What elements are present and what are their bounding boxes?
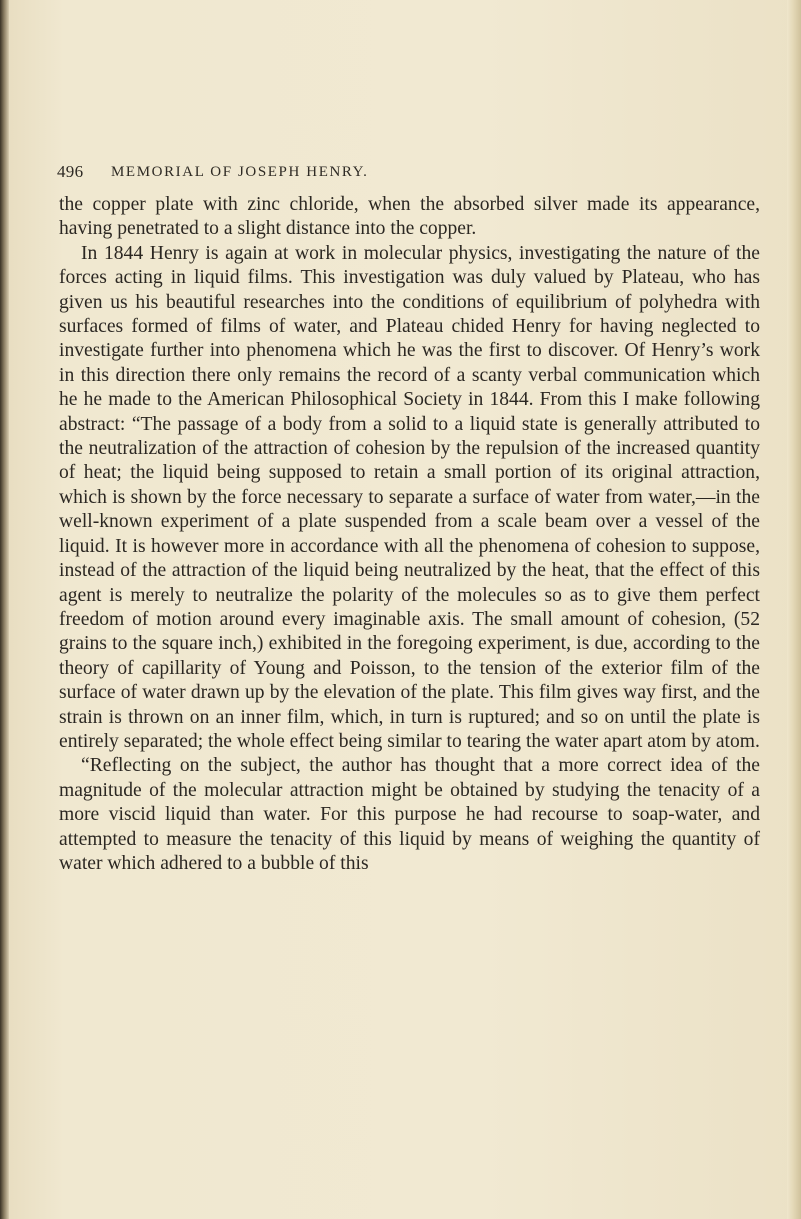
page-number: 496 [57, 162, 84, 181]
running-head: MEMORIAL OF JOSEPH HENRY. [111, 164, 369, 180]
paragraph-continuation: the copper plate with zinc chloride, when the absorbed silver made its appearance, having penetrated to a slight distance into the copper. [59, 194, 760, 240]
paragraph-liquid-films: In 1844 Henry is again at work in molecular physics, investigating the nature of the forces acting in liquid films. This investigation was duly valued by Plateau, who has given us his beautiful researches into the conditions of equilibrium of polyhedra with surfaces formed of films of water, and Plateau chided Henry for having neglected to investigate further into phenomena which he was the first to discover. Of Henry’s work in this direction there only remains the record of a scanty verbal communication which he he made to the American Philosophical Society in 1844. From this I make following abstract: “The passage of a body from a solid to a liquid state is generally attributed to the neutralization of the attraction of cohesion by the repulsion of the increased quantity of heat; the liquid being supposed to retain a small portion of its original attraction, which is shown by the force necessary to separate a surface of water from water,—in the well-known experiment of a plate suspended from a scale beam over a vessel of the liquid. It is however more in accordance with all the phenomena of cohesion to suppose, instead of the attraction of the liquid being neutralized by the heat, that the effect of this agent is merely to neutralize the polarity of the molecules so as to give them perfect freedom of motion around every imaginable axis. The small amount of cohesion, (52 grains to the square inch,) exhibited in the foregoing experiment, is due, according to the theory of capillarity of Young and Poisson, to the tension of the exterior film of the surface of water drawn up by the elevation of the plate. This film gives way first, and the strain is thrown on an inner film, which, in turn is ruptured; and so on until the plate is entirely separated; the whole effect being similar to tearing the water apart atom by atom. [59, 242, 760, 752]
book-spine-shadow [0, 0, 9, 1219]
page-edge [787, 0, 801, 1219]
paragraph-reflecting: “Reflecting on the subject, the author has thought that a more correct idea of the magnitude of the molecular attraction might be obtained by studying the tenacity of a more viscid liquid than water. For this purpose he had recourse to soap-water, and attempted to measure the tenacity of this liquid by means of weighing the quantity of water which adhered to a bubble of this [59, 755, 760, 874]
page-header [57, 162, 757, 186]
body-text [59, 193, 760, 876]
